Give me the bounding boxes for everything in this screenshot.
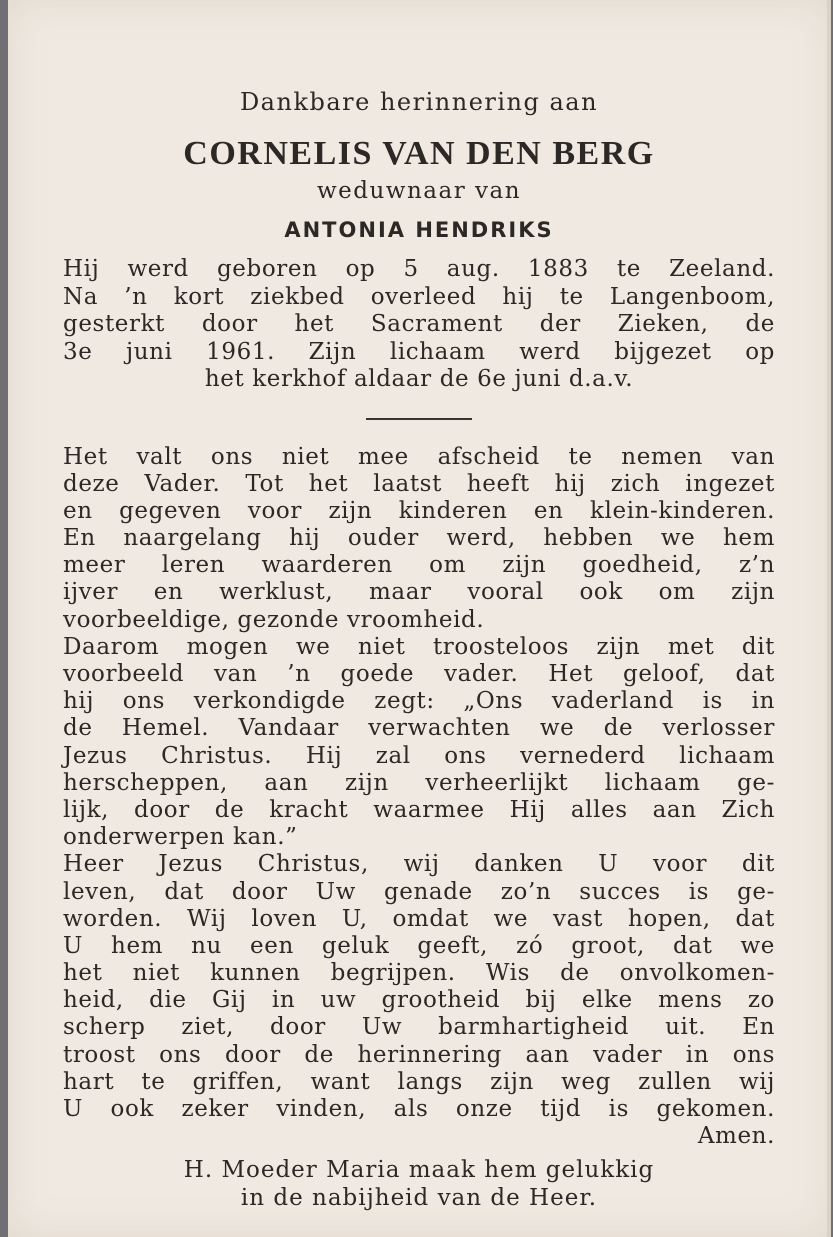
text-line: troost ons door de herinnering aan vader in ons bbox=[63, 1041, 775, 1068]
intro-line: Dankbare herinnering aan bbox=[239, 88, 599, 116]
bio-line: Na ’n kort ziekbed overleed hij te Langenboom, bbox=[63, 283, 775, 310]
card-content bbox=[63, 86, 775, 1212]
text-line: Daarom mogen we niet troosteloos zijn met dit bbox=[63, 633, 775, 660]
text-line: worden. Wij loven U, omdat we vast hopen, dat bbox=[63, 905, 775, 932]
text-line: scherp ziet, door Uw barmhartigheid uit. En bbox=[63, 1014, 775, 1041]
memorial-card bbox=[8, 0, 831, 1237]
text-line: leven, dat door Uw genade zo’n succes is ge- bbox=[63, 878, 775, 905]
bio-line: Hij werd geboren op 5 aug. 1883 te Zeeland. bbox=[63, 256, 775, 282]
text-line: voorbeeldige, gezonde vroomheid. bbox=[63, 606, 485, 633]
bio-line: het kerkhof aldaar de 6e juni d.a.v. bbox=[204, 366, 634, 392]
text-line: voorbeeld van ’n goede vader. Het geloof, dat bbox=[63, 661, 775, 687]
text-line: heid, die Gij in uw grootheid bij elke mens zo bbox=[63, 987, 775, 1014]
prayer-line: in de nabijheid van de Heer. bbox=[240, 1185, 598, 1212]
text-line: de Hemel. Vandaar verwachten we de verlosser bbox=[63, 715, 775, 742]
text-line: en gegeven voor zijn kinderen en klein-kinderen. bbox=[63, 497, 775, 524]
bio-line: 3e juni 1961. Zijn lichaam werd bijgezet op bbox=[63, 338, 775, 365]
text-line: herscheppen, aan zijn verheerlijkt lichaam ge- bbox=[63, 769, 775, 796]
amen-line: Amen. bbox=[697, 1123, 775, 1150]
text-line: U ook zeker vinden, als onze tijd is gekomen. bbox=[63, 1096, 775, 1122]
text-line: hij ons verkondigde zegt: „Ons vaderland is in bbox=[63, 688, 775, 715]
closing-prayer bbox=[63, 1156, 775, 1212]
prayer-line: H. Moeder Maria maak hem gelukkig bbox=[183, 1157, 655, 1184]
text-line: U hem nu een geluk geeft, zó groot, dat we bbox=[63, 932, 775, 959]
text-line: En naargelang hij ouder werd, hebben we hem bbox=[63, 525, 775, 552]
relation-line: weduwnaar van bbox=[316, 178, 522, 204]
divider-rule bbox=[366, 418, 472, 420]
bio-line: gesterkt door het Sacrament der Zieken, de bbox=[63, 311, 775, 337]
text-line: Jezus Christus. Hij zal ons vernederd lichaam bbox=[63, 742, 775, 769]
memorial-text bbox=[63, 444, 775, 1151]
text-line: Het valt ons niet mee afscheid te nemen van bbox=[63, 443, 775, 470]
text-line: ijver en werklust, maar vooral ook om zijn bbox=[63, 579, 775, 606]
text-line: deze Vader. Tot het laatst heeft hij zich ingezet bbox=[63, 470, 775, 497]
text-line: onderwerpen kan.” bbox=[63, 824, 298, 851]
text-line: lijk, door de kracht waarmee Hij alles aan Zich bbox=[63, 796, 775, 823]
deceased-name: CORNELIS VAN DEN BERG bbox=[183, 135, 655, 172]
text-line: het niet kunnen begrijpen. Wis de onvolkomen- bbox=[63, 960, 775, 987]
text-line: hart te griffen, want langs zijn weg zullen wij bbox=[63, 1068, 775, 1095]
text-line: Heer Jezus Christus, wij danken U voor dit bbox=[63, 851, 775, 878]
card-edge bbox=[827, 0, 831, 1237]
text-line: meer leren waarderen om zijn goedheid, z’n bbox=[63, 552, 775, 579]
spouse-name: ANTONIA HENDRIKS bbox=[284, 218, 554, 242]
biography bbox=[63, 256, 775, 394]
